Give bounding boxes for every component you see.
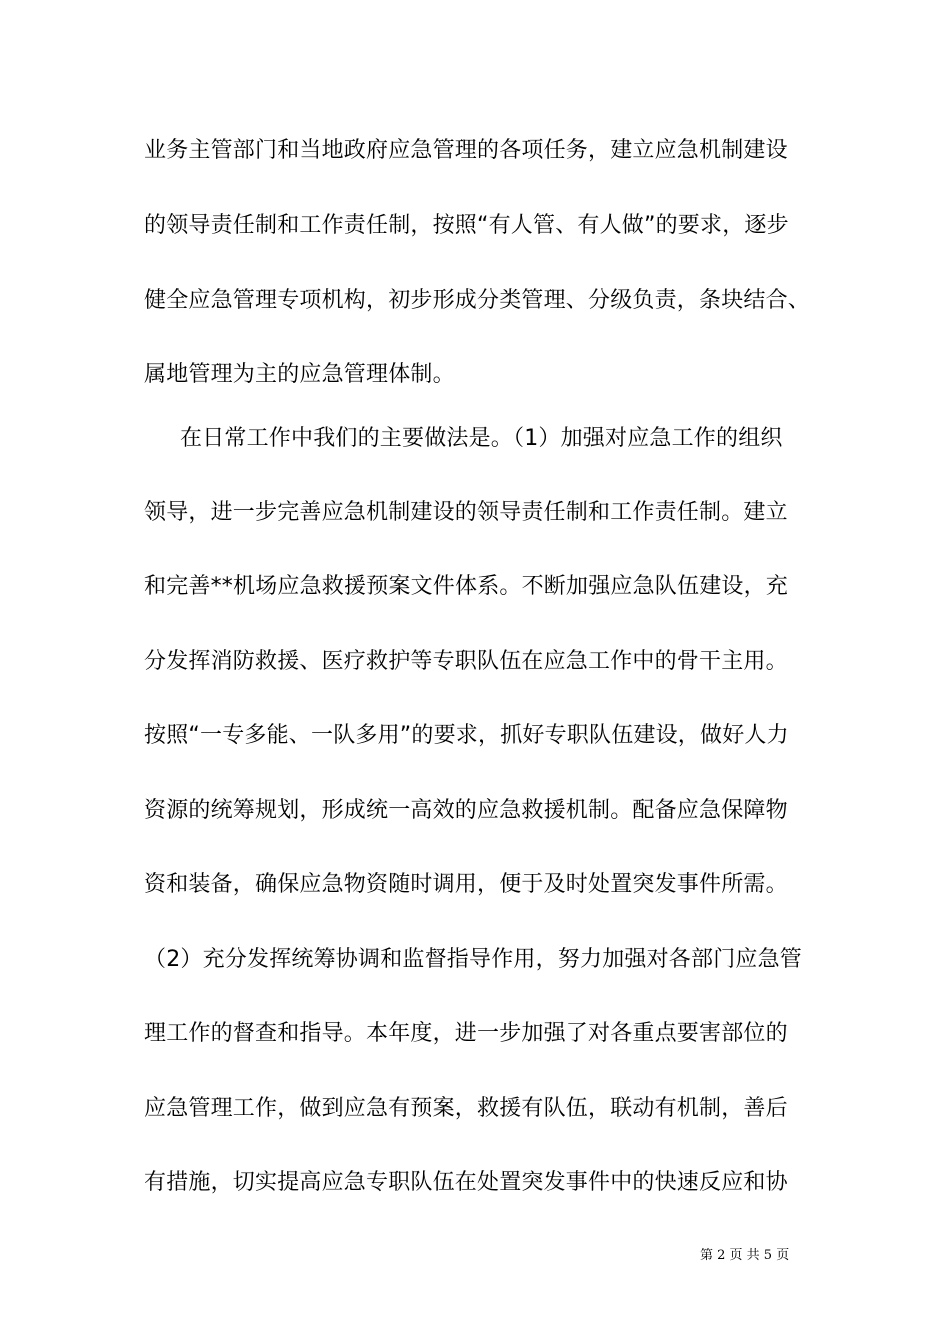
- body-line-1: 业务主管部门和当地政府应急管理的各项任务，建立应急机制建设: [144, 138, 788, 163]
- body-line-10: 资源的统筹规划，形成统一高效的应急救援机制。配备应急保障物: [144, 798, 788, 823]
- body-line-11: 资和装备，确保应急物资随时调用，便于及时处置突发事件所需。: [144, 872, 788, 897]
- body-line-6: 领导，进一步完善应急机制建设的领导责任制和工作责任制。建立: [144, 500, 788, 525]
- body-line-9: 按照“一专多能、一队多用”的要求，抓好专职队伍建设，做好人力: [144, 723, 789, 748]
- body-line-2: 的领导责任制和工作责任制，按照“有人管、有人做”的要求，逐步: [144, 213, 789, 238]
- paragraph-start-line: 在日常工作中我们的主要做法是。（1）加强对应急工作的组织: [180, 426, 783, 451]
- body-line-13: 理工作的督查和指导。本年度，进一步加强了对各重点要害部位的: [144, 1021, 788, 1046]
- body-line-12: （2）充分发挥统筹协调和监督指导作用，努力加强对各部门应急管: [144, 947, 802, 972]
- body-line-7: 和完善**机场应急救援预案文件体系。不断加强应急队伍建设，充: [144, 574, 789, 599]
- body-line-8: 分发挥消防救援、医疗救护等专职队伍在应急工作中的骨干主用。: [144, 649, 788, 674]
- body-line-4: 属地管理为主的应急管理体制。: [144, 362, 455, 387]
- body-line-15: 有措施，切实提高应急专职队伍在处置突发事件中的快速反应和协: [144, 1170, 788, 1195]
- page-number: 第 2 页 共 5 页: [700, 1248, 790, 1263]
- body-line-14: 应急管理工作，做到应急有预案，救援有队伍，联动有机制，善后: [144, 1096, 788, 1121]
- body-line-3: 健全应急管理专项机构，初步形成分类管理、分级负责，条块结合、: [144, 288, 811, 313]
